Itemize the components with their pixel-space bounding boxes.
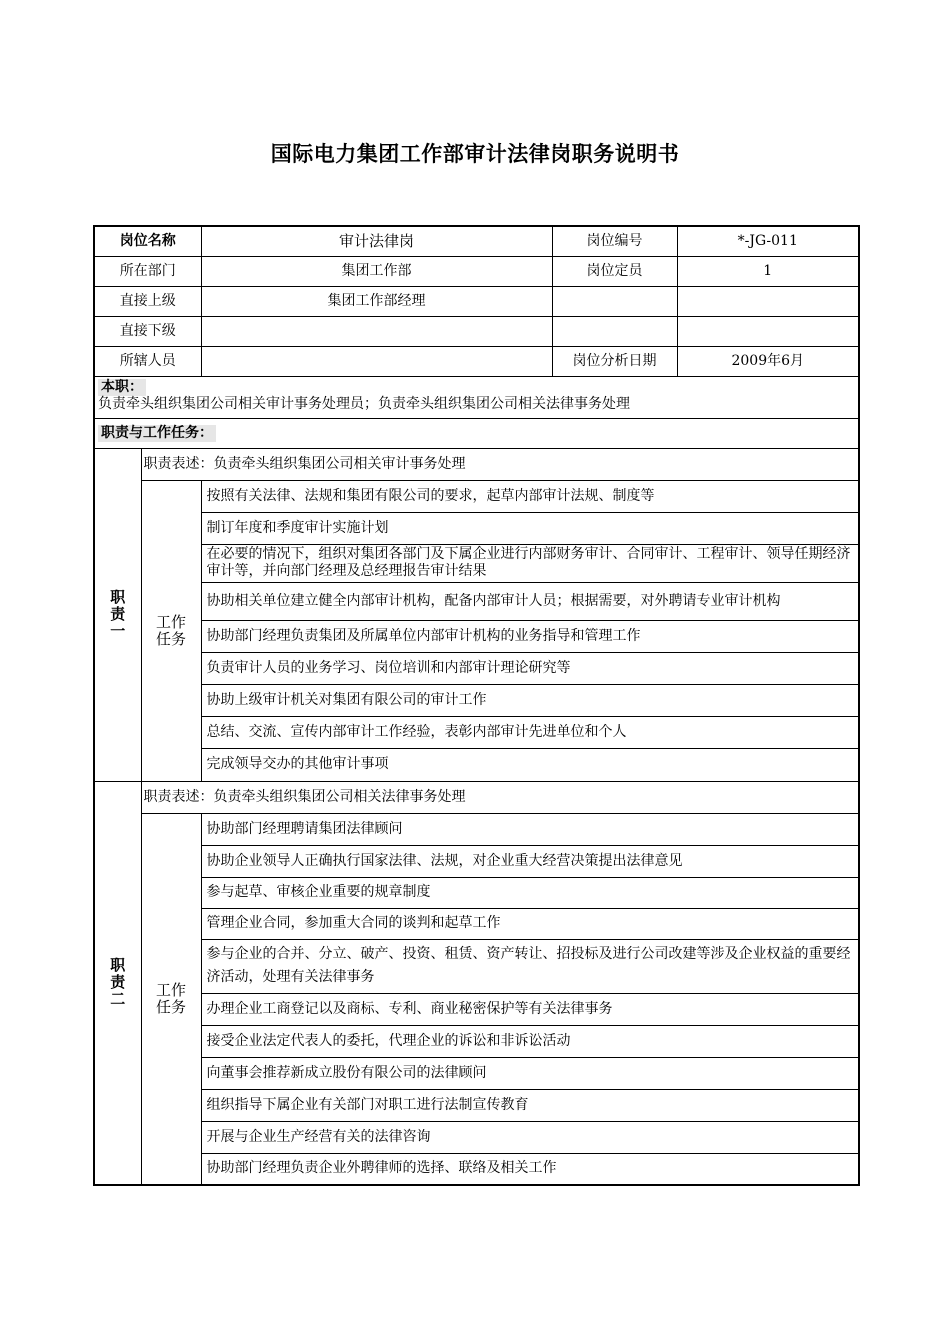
page-title: 国际电力集团工作部审计法律岗职务说明书 bbox=[270, 142, 680, 166]
duty2-task: 接受企业法定代表人的委托，代理企业的诉讼和非诉讼活动 bbox=[201, 1025, 859, 1057]
duty2-task: 办理企业工商登记以及商标、专利、商业秘密保护等有关法律事务 bbox=[201, 993, 859, 1025]
duty1-task: 负责审计人员的业务学习、岗位培训和内部审计理论研究等 bbox=[201, 652, 859, 684]
core-duty-cell bbox=[94, 376, 859, 418]
value-analysis-date: 2009年6月 bbox=[677, 346, 859, 376]
core-duty-label: 本职： bbox=[98, 379, 146, 396]
duty2-description: 职责表述：负责牵头组织集团公司相关法律事务处理 bbox=[141, 781, 859, 813]
value-position-code: *-JG-011 bbox=[677, 226, 859, 256]
duty2-task: 协助企业领导人正确执行国家法律、法规，对企业重大经营决策提出法律意见 bbox=[201, 845, 859, 877]
label-analysis-date: 岗位分析日期 bbox=[552, 346, 677, 376]
label-quota: 岗位定员 bbox=[552, 256, 677, 286]
duty2-task: 开展与企业生产经营有关的法律咨询 bbox=[201, 1121, 859, 1153]
duty1-task: 制订年度和季度审计实施计划 bbox=[201, 512, 859, 544]
duties-header-cell bbox=[94, 418, 859, 448]
duty1-task: 总结、交流、宣传内部审计工作经验，表彰内部审计先进单位和个人 bbox=[201, 716, 859, 748]
label-position-name: 岗位名称 bbox=[94, 226, 201, 256]
duty1-task-label: 工作 任务 bbox=[141, 480, 201, 781]
label-department: 所在部门 bbox=[94, 256, 201, 286]
value-staff bbox=[201, 346, 552, 376]
value-subordinate bbox=[201, 316, 552, 346]
value-department: 集团工作部 bbox=[201, 256, 552, 286]
duties-header: 职责与工作任务： bbox=[98, 425, 216, 442]
empty-cell bbox=[677, 286, 859, 316]
empty-cell bbox=[552, 316, 677, 346]
duty1-task: 协助部门经理负责集团及所属单位内部审计机构的业务指导和管理工作 bbox=[201, 620, 859, 652]
duty1-task: 在必要的情况下，组织对集团各部门及下属企业进行内部财务审计、合同审计、工程审计、领导任期经济审计等，并向部门经理及总经理报告审计结果 bbox=[201, 544, 859, 582]
duty2-label: 职 责 二 bbox=[94, 781, 141, 1185]
duty2-task-label: 工作 任务 bbox=[141, 813, 201, 1185]
duty2-task: 向董事会推荐新成立股份有限公司的法律顾问 bbox=[201, 1057, 859, 1089]
label-subordinate: 直接下级 bbox=[94, 316, 201, 346]
value-superior: 集团工作部经理 bbox=[201, 286, 552, 316]
label-staff: 所辖人员 bbox=[94, 346, 201, 376]
value-quota: 1 bbox=[677, 256, 859, 286]
label-position-code: 岗位编号 bbox=[552, 226, 677, 256]
duty2-task: 协助部门经理负责企业外聘律师的选择、联络及相关工作 bbox=[201, 1153, 859, 1185]
duty1-description: 职责表述：负责牵头组织集团公司相关审计事务处理 bbox=[141, 448, 859, 480]
duty2-task: 协助部门经理聘请集团法律顾问 bbox=[201, 813, 859, 845]
duty2-task: 参与起草、审核企业重要的规章制度 bbox=[201, 877, 859, 908]
duty1-task: 协助相关单位建立健全内部审计机构，配备内部审计人员；根据需要，对外聘请专业审计机构 bbox=[201, 582, 859, 620]
job-description-table bbox=[93, 225, 860, 1186]
duty2-task: 管理企业合同，参加重大合同的谈判和起草工作 bbox=[201, 908, 859, 939]
duty1-task: 协助上级审计机关对集团有限公司的审计工作 bbox=[201, 684, 859, 716]
value-position-name: 审计法律岗 bbox=[201, 226, 552, 256]
duty1-task: 完成领导交办的其他审计事项 bbox=[201, 748, 859, 781]
duty1-task: 按照有关法律、法规和集团有限公司的要求，起草内部审计法规、制度等 bbox=[201, 480, 859, 512]
duty1-label: 职 责 一 bbox=[94, 448, 141, 781]
core-duty-text: 负责牵头组织集团公司相关审计事务处理员；负责牵头组织集团公司相关法律事务处理 bbox=[98, 395, 630, 412]
label-superior: 直接上级 bbox=[94, 286, 201, 316]
duty2-task: 参与企业的合并、分立、破产、投资、租赁、资产转让、招投标及进行公司改建等涉及企业权益的重要经济活动，处理有关法律事务 bbox=[201, 939, 859, 993]
empty-cell bbox=[677, 316, 859, 346]
empty-cell bbox=[552, 286, 677, 316]
duty2-task: 组织指导下属企业有关部门对职工进行法制宣传教育 bbox=[201, 1089, 859, 1121]
